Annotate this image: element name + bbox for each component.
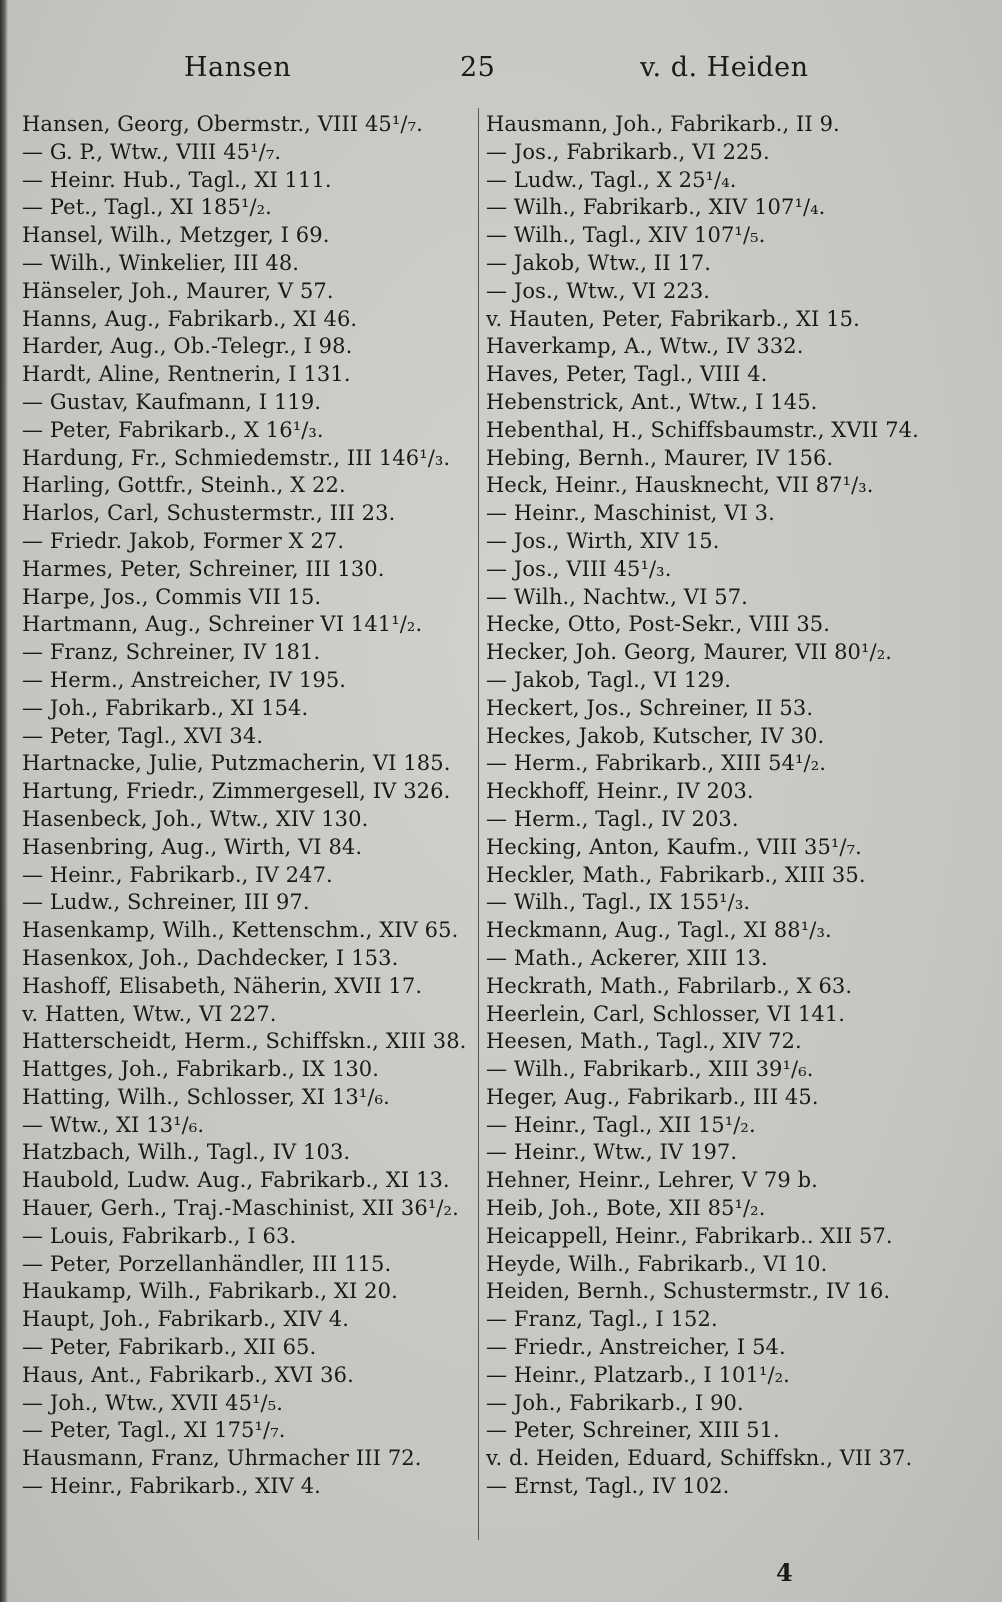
directory-entry: v. d. Heiden, Eduard, Schiffskn., VII 37. — [486, 1446, 913, 1471]
directory-entry: Hecking, Anton, Kaufm., VIII 35¹/₇. — [486, 834, 862, 859]
directory-entry: Hanns, Aug., Fabrikarb., XI 46. — [22, 306, 358, 331]
directory-entry: Hebenstrick, Ant., Wtw., I 145. — [486, 389, 818, 414]
directory-entry: — Herm., Fabrikarb., XIII 54¹/₂. — [486, 751, 827, 776]
page-header — [0, 52, 1002, 92]
directory-entry: Hatting, Wilh., Schlosser, XI 13¹/₆. — [22, 1084, 390, 1109]
directory-entry: — Jos., Fabrikarb., VI 225. — [486, 139, 770, 164]
directory-entry: Heck, Heinr., Hausknecht, VII 87¹/₃. — [486, 473, 874, 498]
directory-entry: Haupt, Joh., Fabrikarb., XIV 4. — [22, 1307, 350, 1332]
running-head-left: Hansen — [184, 52, 292, 83]
directory-entry: Heckert, Jos., Schreiner, II 53. — [486, 695, 814, 720]
directory-entry: Hardt, Aline, Rentnerin, I 131. — [22, 362, 351, 387]
directory-entry: Hattges, Joh., Fabrikarb., IX 130. — [22, 1057, 380, 1082]
directory-entry: — Heinr., Platzarb., I 101¹/₂. — [486, 1362, 790, 1387]
directory-entry: Heckrath, Math., Fabrilarb., X 63. — [486, 973, 853, 998]
directory-entry: — Friedr., Anstreicher, I 54. — [486, 1335, 786, 1360]
directory-entry: — Herm., Anstreicher, IV 195. — [22, 667, 347, 692]
directory-entry: — Wilh., Fabrikarb., XIV 107¹/₄. — [486, 195, 826, 220]
left-column — [22, 111, 476, 1501]
directory-entry: Hausmann, Franz, Uhrmacher III 72. — [22, 1446, 422, 1471]
directory-entry: Hashoff, Elisabeth, Näherin, XVII 17. — [22, 973, 423, 998]
directory-entry: Hebing, Bernh., Maurer, IV 156. — [486, 445, 834, 470]
directory-entry: — Peter, Porzellanhändler, III 115. — [22, 1251, 392, 1276]
directory-entry: — Jos., VIII 45¹/₃. — [486, 556, 672, 581]
directory-entry: Heerlein, Carl, Schlosser, VI 141. — [486, 1001, 846, 1026]
directory-entry: — Joh., Fabrikarb., XI 154. — [22, 695, 309, 720]
directory-entry: Heib, Joh., Bote, XII 85¹/₂. — [486, 1196, 766, 1221]
directory-entry: — Jakob, Wtw., II 17. — [486, 250, 712, 275]
directory-entry: — Joh., Fabrikarb., I 90. — [486, 1390, 744, 1415]
directory-entry: — Herm., Tagl., IV 203. — [486, 806, 739, 831]
directory-entry: Hecker, Joh. Georg, Maurer, VII 80¹/₂. — [486, 640, 892, 665]
directory-entry: Hänseler, Joh., Maurer, V 57. — [22, 278, 334, 303]
directory-entry: Heicappell, Heinr., Fabrikarb.. XII 57. — [486, 1223, 893, 1248]
directory-entry: Heckes, Jakob, Kutscher, IV 30. — [486, 723, 825, 748]
directory-entry: Hauer, Gerh., Traj.-Maschinist, XII 36¹/₂. — [22, 1196, 459, 1221]
directory-entry: Hebenthal, H., Schiffsbaumstr., XVII 74. — [486, 417, 919, 442]
directory-entry: — Wilh., Tagl., IX 155¹/₃. — [486, 890, 751, 915]
directory-entry: Hatzbach, Wilh., Tagl., IV 103. — [22, 1140, 351, 1165]
right-column — [486, 111, 992, 1501]
directory-entry: — Peter, Fabrikarb., X 16¹/₃. — [22, 417, 324, 442]
directory-entry: Haverkamp, A., Wtw., IV 332. — [486, 334, 804, 359]
directory-entry: Harlos, Carl, Schustermstr., III 23. — [22, 501, 396, 526]
directory-entry: — Jos., Wirth, XIV 15. — [486, 528, 720, 553]
directory-entry: — G. P., Wtw., VIII 45¹/₇. — [22, 139, 282, 164]
directory-entry: — Pet., Tagl., XI 185¹/₂. — [22, 195, 272, 220]
directory-entry: Hartmann, Aug., Schreiner VI 141¹/₂. — [22, 612, 423, 637]
directory-entry: Harling, Gottfr., Steinh., X 22. — [22, 473, 346, 498]
directory-entry: Hasenkamp, Wilh., Kettenschm., XIV 65. — [22, 918, 459, 943]
directory-entry: — Ludw., Schreiner, III 97. — [22, 890, 310, 915]
directory-entry: — Peter, Schreiner, XIII 51. — [486, 1418, 780, 1443]
directory-entry: Haves, Peter, Tagl., VIII 4. — [486, 362, 768, 387]
directory-entry: — Heinr., Maschinist, VI 3. — [486, 501, 775, 526]
directory-entry: Harpe, Jos., Commis VII 15. — [22, 584, 322, 609]
directory-entry: Heyde, Wilh., Fabrikarb., VI 10. — [486, 1251, 828, 1276]
directory-entry: Haukamp, Wilh., Fabrikarb., XI 20. — [22, 1279, 398, 1304]
directory-entry: Harmes, Peter, Schreiner, III 130. — [22, 556, 385, 581]
directory-entry: — Ludw., Tagl., X 25¹/₄. — [486, 167, 737, 192]
directory-entry: Haubold, Ludw. Aug., Fabrikarb., XI 13. — [22, 1168, 450, 1193]
directory-entry: Heger, Aug., Fabrikarb., III 45. — [486, 1084, 819, 1109]
directory-entry: Hartung, Friedr., Zimmergesell, IV 326. — [22, 779, 451, 804]
directory-entry: Heesen, Math., Tagl., XIV 72. — [486, 1029, 802, 1054]
directory-entry: v. Hatten, Wtw., VI 227. — [22, 1001, 277, 1026]
directory-entry: — Jos., Wtw., VI 223. — [486, 278, 711, 303]
directory-entry: Hartnacke, Julie, Putzmacherin, VI 185. — [22, 751, 451, 776]
directory-entry: — Ernst, Tagl., IV 102. — [486, 1474, 730, 1499]
directory-entry: Heckmann, Aug., Tagl., XI 88¹/₃. — [486, 918, 832, 943]
directory-entry: — Friedr. Jakob, Former X 27. — [22, 528, 345, 553]
directory-entry: Hasenbeck, Joh., Wtw., XIV 130. — [22, 806, 369, 831]
directory-entry: — Wilh., Nachtw., VI 57. — [486, 584, 748, 609]
directory-entry: Hatterscheidt, Herm., Schiffskn., XIII 38. — [22, 1029, 467, 1054]
directory-entry: — Louis, Fabrikarb., I 63. — [22, 1223, 297, 1248]
book-binding-edge — [0, 0, 8, 1602]
directory-entry: — Wilh., Tagl., XIV 107¹/₅. — [486, 223, 766, 248]
directory-entry: — Peter, Tagl., XI 175¹/₇. — [22, 1418, 286, 1443]
directory-entry: — Wilh., Winkelier, III 48. — [22, 250, 300, 275]
directory-entry: — Peter, Tagl., XVI 34. — [22, 723, 264, 748]
directory-entry: Hardung, Fr., Schmiedemstr., III 146¹/₃. — [22, 445, 451, 470]
signature-mark: 4 — [776, 1558, 793, 1587]
directory-entry: — Wtw., XI 13¹/₆. — [22, 1112, 205, 1137]
directory-entry: Harder, Aug., Ob.-Telegr., I 98. — [22, 334, 353, 359]
page-number: 25 — [460, 52, 496, 83]
directory-entry: — Franz, Schreiner, IV 181. — [22, 640, 321, 665]
directory-entry: Hausmann, Joh., Fabrikarb., II 9. — [486, 112, 840, 136]
directory-entry: — Math., Ackerer, XIII 13. — [486, 945, 768, 970]
directory-entry: — Joh., Wtw., XVII 45¹/₅. — [22, 1390, 284, 1415]
directory-entry: Heckhoff, Heinr., IV 203. — [486, 779, 754, 804]
directory-entry: — Wilh., Fabrikarb., XIII 39¹/₆. — [486, 1057, 814, 1082]
directory-entry: Hehner, Heinr., Lehrer, V 79 b. — [486, 1168, 818, 1193]
directory-entry: — Gustav, Kaufmann, I 119. — [22, 389, 322, 414]
directory-entry: v. Hauten, Peter, Fabrikarb., XI 15. — [486, 306, 860, 331]
directory-entry: Hecke, Otto, Post-Sekr., VIII 35. — [486, 612, 831, 637]
directory-entry: Haus, Ant., Fabrikarb., XVI 36. — [22, 1362, 354, 1387]
directory-entry: — Heinr., Fabrikarb., XIV 4. — [22, 1474, 321, 1499]
column-divider — [478, 108, 479, 1540]
directory-entry: Hasenkox, Joh., Dachdecker, I 153. — [22, 945, 399, 970]
directory-entry: — Heinr., Wtw., IV 197. — [486, 1140, 738, 1165]
directory-entry: — Jakob, Tagl., VI 129. — [486, 667, 732, 692]
directory-entry: — Franz, Tagl., I 152. — [486, 1307, 718, 1332]
directory-entry: — Heinr., Fabrikarb., IV 247. — [22, 862, 333, 887]
directory-entry: Hansen, Georg, Obermstr., VIII 45¹/₇. — [22, 112, 423, 136]
directory-entry: — Heinr. Hub., Tagl., XI 111. — [22, 167, 332, 192]
running-head-right: v. d. Heiden — [640, 52, 809, 83]
directory-entry: — Heinr., Tagl., XII 15¹/₂. — [486, 1112, 756, 1137]
directory-entry: Heckler, Math., Fabrikarb., XIII 35. — [486, 862, 866, 887]
directory-entry: Hansel, Wilh., Metzger, I 69. — [22, 223, 330, 248]
directory-entry: Heiden, Bernh., Schustermstr., IV 16. — [486, 1279, 891, 1304]
directory-entry: Hasenbring, Aug., Wirth, VI 84. — [22, 834, 363, 859]
directory-entry: — Peter, Fabrikarb., XII 65. — [22, 1335, 317, 1360]
